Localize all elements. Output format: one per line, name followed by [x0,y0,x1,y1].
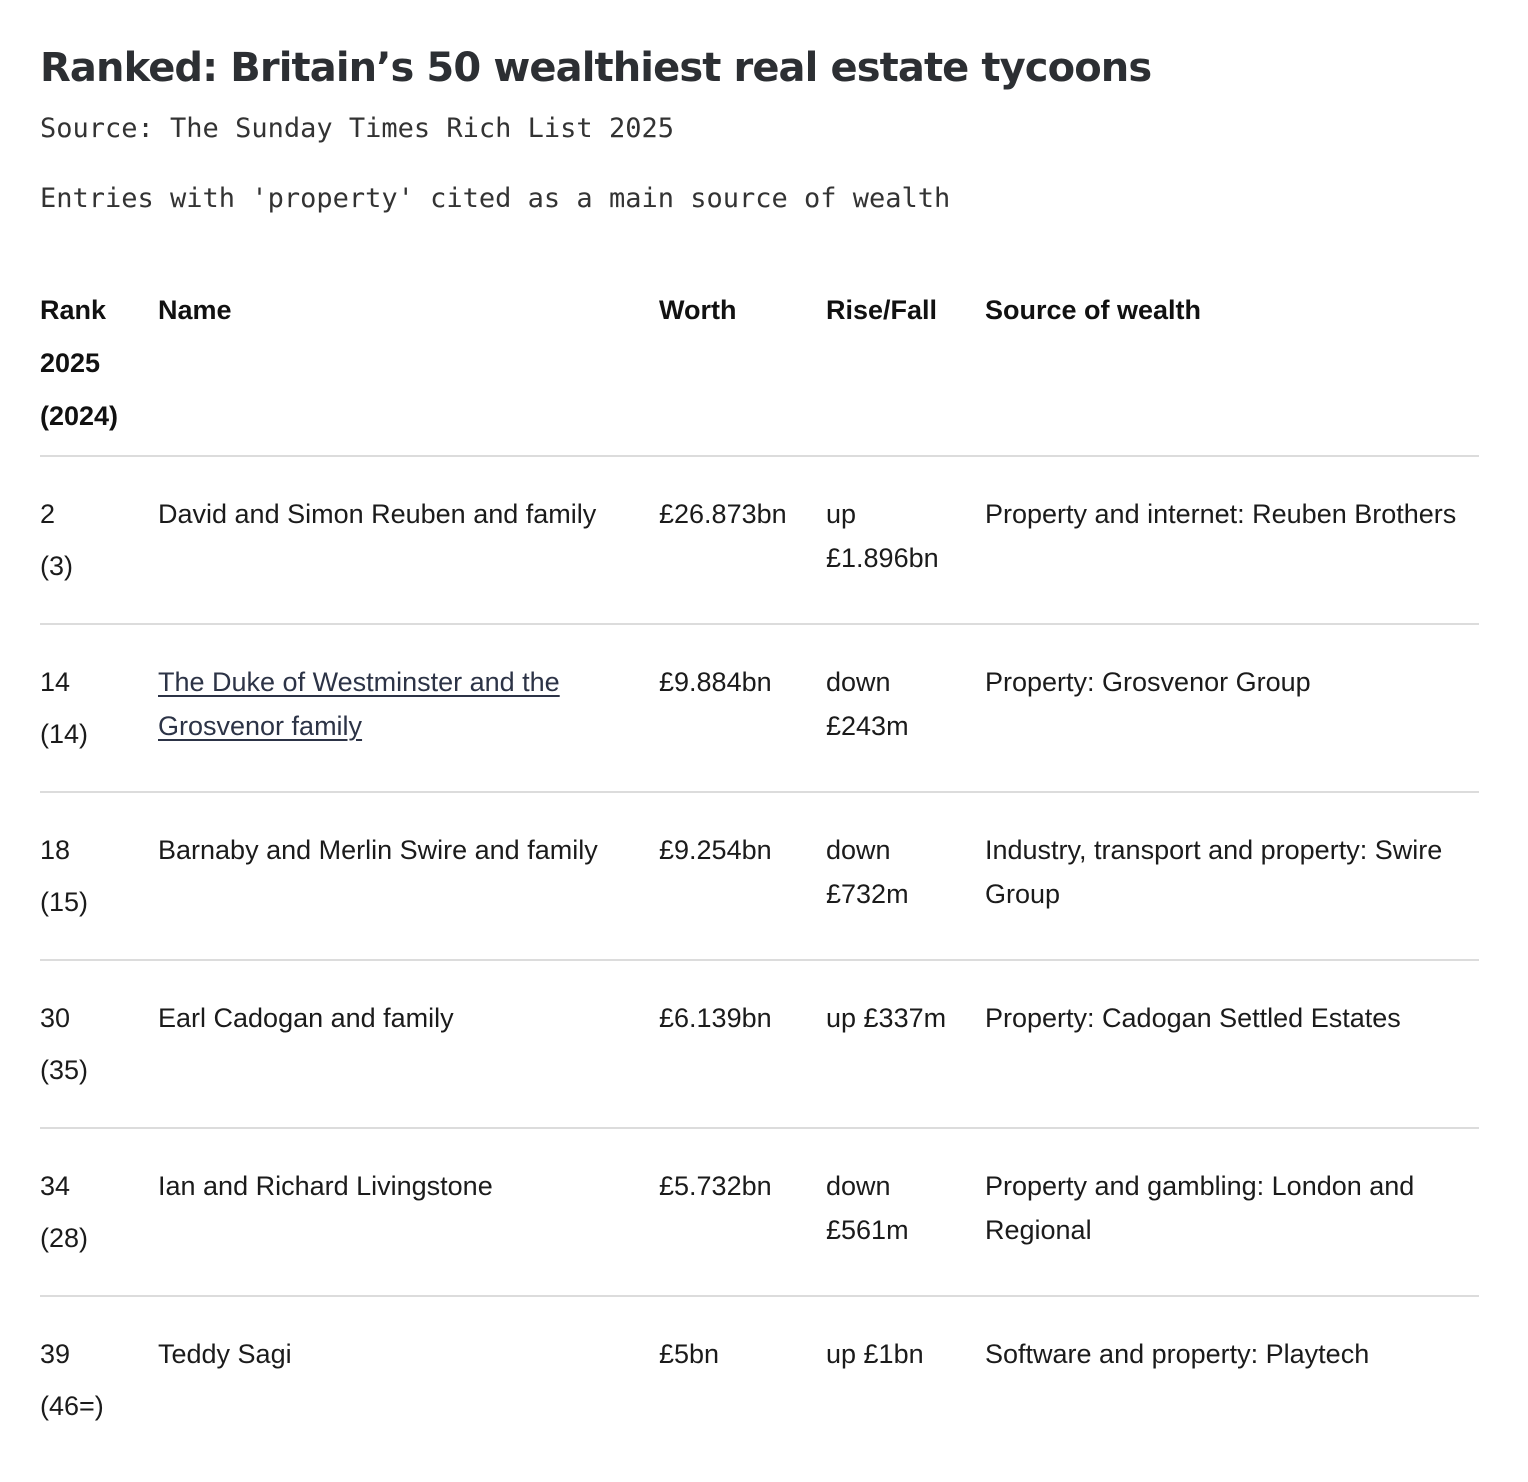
rank-cell [40,624,158,792]
header-name: Name [158,295,232,325]
rank-2025: 34 [40,1171,71,1201]
rank-2025: 30 [40,1003,71,1033]
rank-2025: 18 [40,835,71,865]
source-cell: Property and internet: Reuben Brothers [985,499,1457,529]
source-cell: Property and gambling: London and Regional [985,1171,1415,1245]
name-cell: Barnaby and Merlin Swire and family [158,835,598,865]
table-row [40,456,1479,624]
header-rank-line2: 2025 [40,348,101,378]
header-rank [40,275,158,456]
rank-cell [40,1296,158,1464]
name-cell: Teddy Sagi [158,1339,292,1369]
worth-cell: £9.884bn [659,667,772,697]
rank-cell [40,456,158,624]
header-worth: Worth [659,295,737,325]
name-cell [158,624,659,792]
source-cell: Industry, transport and property: Swire Group [985,835,1443,909]
subtitle: Entries with 'property' cited as a main source of wealth [40,183,951,214]
rank-2024: (46=) [40,1391,104,1421]
header-rank-line3: (2024) [40,401,119,431]
source-cell: Property: Cadogan Settled Estates [985,1003,1401,1033]
table-header [40,275,1479,456]
rank-2025: 2 [40,499,56,529]
grosvenor-family-link[interactable]: The Duke of Westminster and the Grosvenor family [158,667,560,741]
worth-cell: £9.254bn [659,835,772,865]
name-cell: Earl Cadogan and family [158,1003,454,1033]
rank-cell [40,792,158,960]
table-row [40,792,1479,960]
worth-cell: £6.139bn [659,1003,772,1033]
rank-2025: 14 [40,667,71,697]
rise-fall-cell: down £561m [826,1171,909,1245]
source-cell: Property: Grosvenor Group [985,667,1311,697]
rank-2024: (28) [40,1223,89,1253]
worth-cell: £5bn [659,1339,720,1369]
rank-2024: (14) [40,719,89,749]
header-row [40,275,1479,456]
worth-cell: £5.732bn [659,1171,772,1201]
table-body [40,456,1479,1464]
source-cell: Software and property: Playtech [985,1339,1370,1369]
rank-cell [40,960,158,1128]
rise-fall-cell: down £243m [826,667,909,741]
worth-cell: £26.873bn [659,499,787,529]
rise-fall-cell: up £337m [826,1003,947,1033]
header-source: Source of wealth [985,295,1202,325]
rank-2024: (15) [40,887,89,917]
header-rank-line1: Rank [40,295,107,325]
rank-2024: (35) [40,1055,89,1085]
rank-2024: (3) [40,551,73,581]
rise-fall-cell: up £1bn [826,1339,924,1369]
rise-fall-cell: up £1.896bn [826,499,939,573]
rank-cell [40,1128,158,1296]
rich-list-table [40,275,1479,1464]
rank-2025: 39 [40,1339,71,1369]
page-title: Ranked: Britain’s 50 wealthiest real estate tycoons [40,45,1152,91]
table-row [40,624,1479,792]
name-cell: Ian and Richard Livingstone [158,1171,493,1201]
table-row [40,1296,1479,1464]
name-cell: David and Simon Reuben and family [158,499,597,529]
header-rise-fall: Rise/Fall [826,295,938,325]
rise-fall-cell: down £732m [826,835,909,909]
source-note: Source: The Sunday Times Rich List 2025 [40,113,674,144]
table-row [40,960,1479,1128]
table-row [40,1128,1479,1296]
